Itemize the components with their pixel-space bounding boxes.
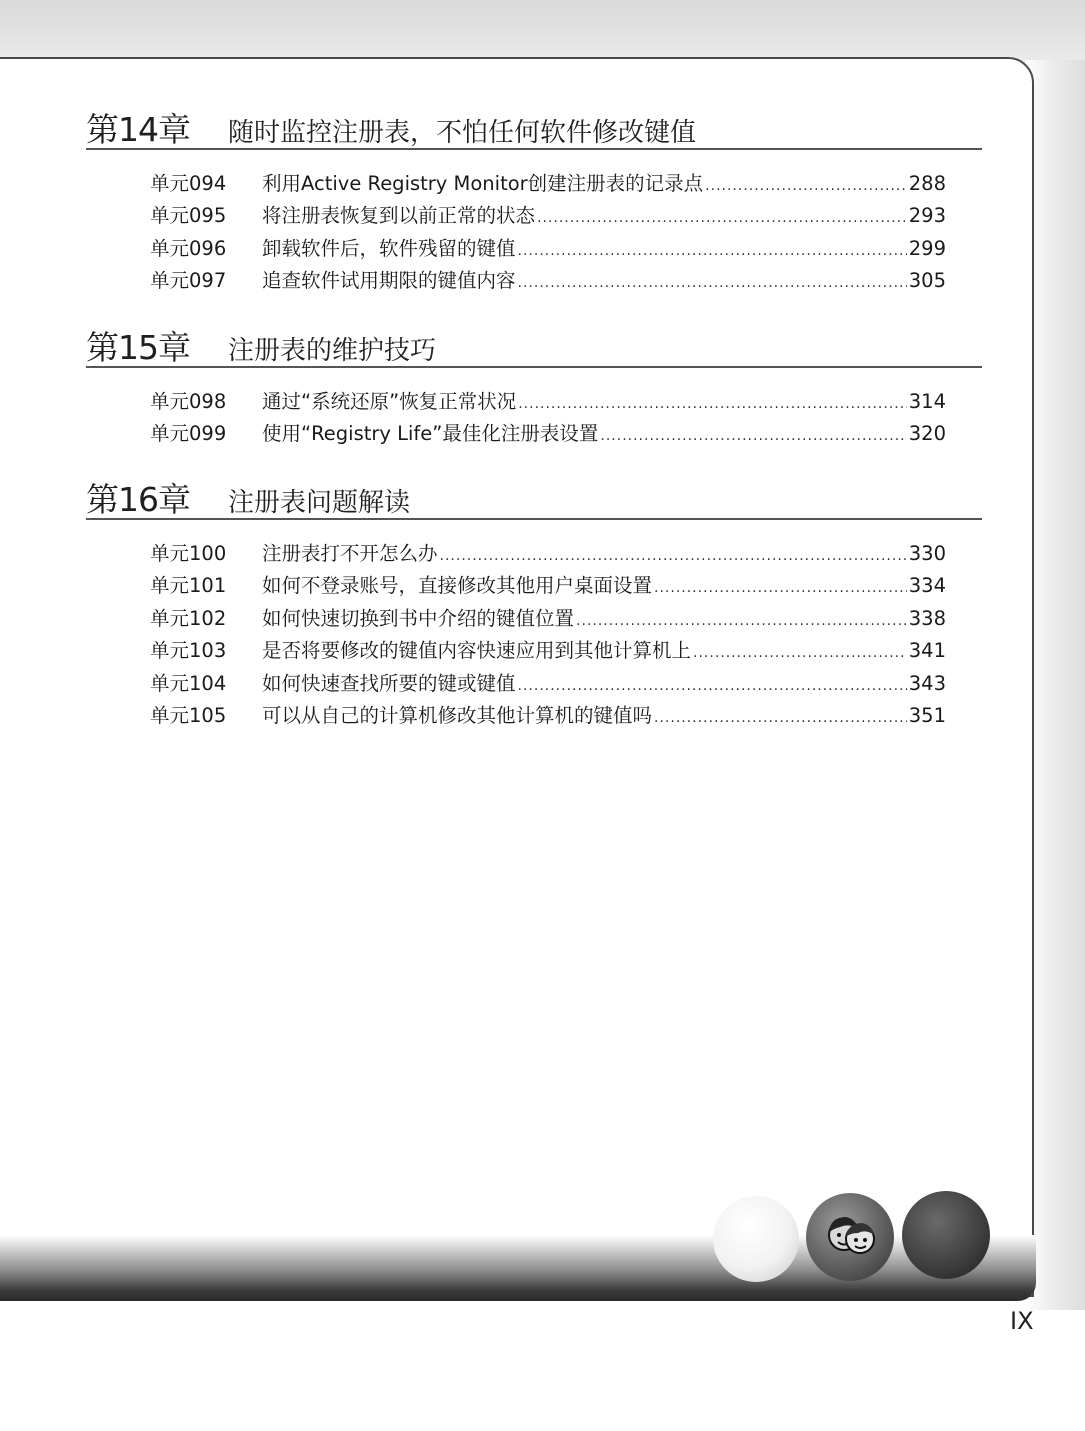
unit-label: 单元094 (150, 172, 227, 195)
toc-entry[interactable] (150, 635, 946, 667)
dot-leader (654, 580, 907, 596)
dot-leader (576, 613, 907, 629)
unit-label: 单元104 (150, 671, 227, 695)
unit-label: 单元097 (150, 269, 227, 293)
page-ref: 299 (908, 236, 946, 260)
entry-title: 利用Active Registry Monitor创建注册表的记录点 (262, 172, 704, 195)
unit-label: 单元095 (150, 204, 227, 228)
toc-entry[interactable] (150, 570, 946, 602)
entry-title: 通过“系统还原”恢复正常状况 (262, 390, 517, 413)
chapter-title: 随时监控注册表，不怕任何软件修改键值 (228, 118, 697, 148)
unit-label: 单元100 (150, 542, 227, 565)
page-ref: 351 (908, 703, 946, 727)
dot-leader (518, 678, 907, 694)
dot-leader (537, 210, 907, 226)
dot-leader (518, 243, 907, 259)
chapter-title: 注册表的维护技巧 (228, 336, 437, 366)
chapter-title: 注册表问题解读 (228, 488, 411, 518)
page-ref: 334 (908, 574, 946, 598)
page-ref: 343 (908, 671, 946, 695)
chapter-heading (86, 322, 982, 368)
blank-circle-icon (713, 1196, 799, 1282)
page-ref: 338 (908, 606, 946, 630)
toc-entry[interactable] (150, 603, 946, 635)
unit-label: 单元101 (150, 574, 227, 598)
toc-entry[interactable] (150, 200, 946, 232)
dot-leader (518, 275, 907, 291)
chapter-number: 第16章 (86, 480, 190, 519)
page-number: IX (1010, 1307, 1034, 1335)
unit-label: 单元103 (150, 639, 227, 663)
toc-entry[interactable] (150, 418, 946, 450)
entry-title: 将注册表恢复到以前正常的状态 (262, 204, 536, 228)
entry-title: 如何不登录账号，直接修改其他用户桌面设置 (262, 574, 653, 598)
page-ref: 293 (908, 204, 946, 228)
entry-title: 可以从自己的计算机修改其他计算机的键值吗 (262, 703, 653, 727)
toc-entry[interactable] (150, 265, 946, 297)
toc-entry[interactable] (150, 700, 946, 732)
toc-entry[interactable] (150, 168, 946, 200)
unit-label: 单元105 (150, 703, 227, 727)
dark-circle-icon (902, 1191, 990, 1279)
unit-label: 单元098 (150, 390, 227, 413)
chapter-heading (86, 104, 982, 150)
chapter-number: 第15章 (86, 328, 190, 367)
entry-title: 是否将要修改的键值内容快速应用到其他计算机上 (262, 639, 692, 663)
toc-entry-list (150, 386, 946, 451)
page-ref: 320 (908, 422, 946, 446)
dot-leader (440, 548, 907, 564)
entry-title: 卸载软件后，软件残留的键值 (262, 236, 516, 260)
people-faces-icon (806, 1193, 894, 1281)
chapter-section (86, 104, 982, 298)
dot-leader (654, 710, 907, 726)
chapter-heading (86, 474, 982, 520)
unit-label: 单元099 (150, 422, 227, 446)
unit-label: 单元102 (150, 606, 227, 630)
page-ref: 288 (908, 172, 946, 195)
dot-leader (600, 428, 906, 444)
entry-title: 如何快速切换到书中介绍的键值位置 (262, 606, 575, 630)
people-faces-icon-graphic (818, 1205, 882, 1269)
page-ref: 330 (908, 542, 946, 565)
entry-title: 如何快速查找所要的键或键值 (262, 671, 516, 695)
entry-title: 使用“Registry Life”最佳化注册表设置 (262, 422, 599, 446)
entry-title: 追查软件试用期限的键值内容 (262, 269, 516, 293)
toc-entry-list (150, 168, 946, 298)
page-ref: 314 (908, 390, 946, 413)
toc-entry[interactable] (150, 386, 946, 418)
page-ref: 305 (908, 269, 946, 293)
dot-leader (693, 645, 907, 661)
dot-leader (518, 396, 907, 412)
chapter-section (86, 322, 982, 451)
right-gradient-band (1025, 60, 1085, 1310)
entry-title: 注册表打不开怎么办 (262, 542, 438, 565)
page-ref: 341 (908, 639, 946, 663)
unit-label: 单元096 (150, 236, 227, 260)
chapter-number: 第14章 (86, 110, 190, 149)
toc-entry[interactable] (150, 538, 946, 570)
toc-entry[interactable] (150, 668, 946, 700)
toc-entry[interactable] (150, 233, 946, 265)
dot-leader (705, 178, 907, 194)
toc-entry-list (150, 538, 946, 732)
chapter-section (86, 474, 982, 732)
